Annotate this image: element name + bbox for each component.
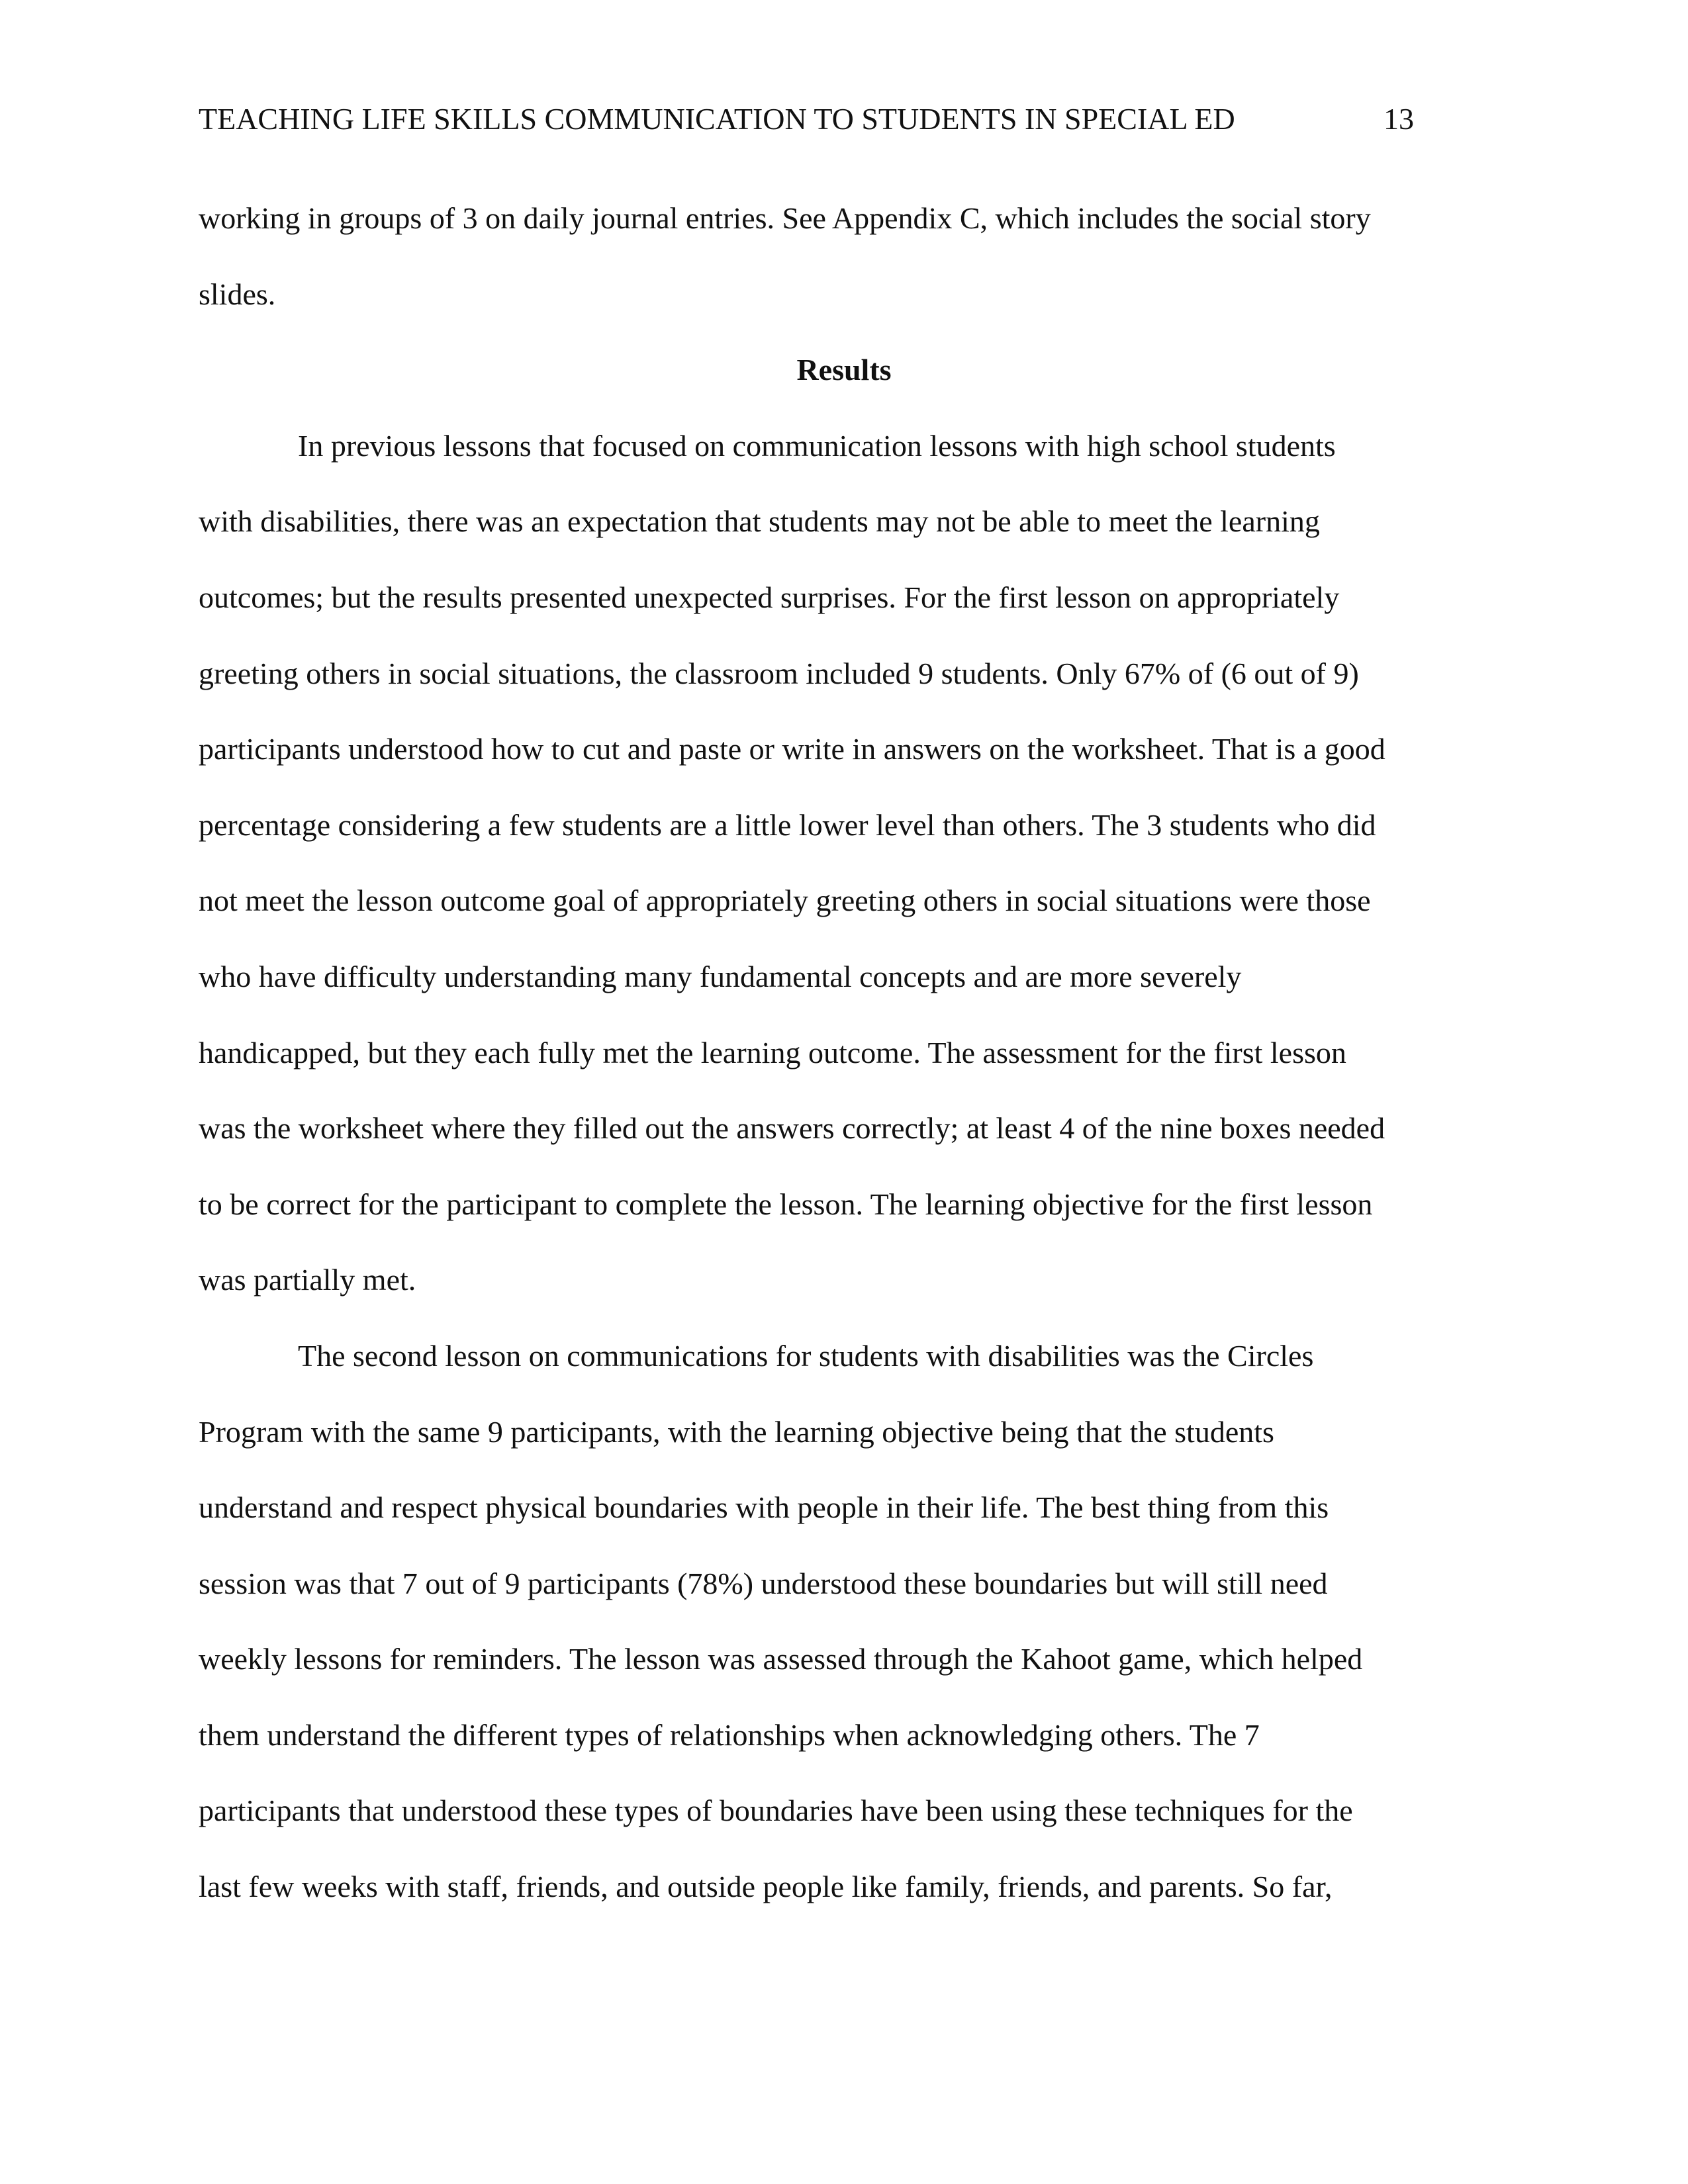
body-text: [199, 195, 1489, 1940]
paragraph-line: was partially met.: [199, 1263, 416, 1297]
running-head-title: TEACHING LIFE SKILLS COMMUNICATION TO STUDENTS IN SPECIAL ED: [199, 102, 1235, 136]
paragraph-line: participants that understood these types of boundaries have been using these techniques for the: [199, 1794, 1353, 1828]
paragraph-line: weekly lessons for reminders. The lesson was assessed through the Kahoot game, which helped: [199, 1642, 1363, 1676]
paragraph-line: outcomes; but the results presented unexpected surprises. For the first lesson on appropriately: [199, 580, 1340, 614]
paragraph-line: The second lesson on communications for students with disabilities was the Circles: [298, 1338, 1314, 1373]
paragraph-line: handicapped, but they each fully met the learning outcome. The assessment for the first lesson: [199, 1035, 1346, 1069]
paragraph-line: them understand the different types of relationships when acknowledging others. The 7: [199, 1717, 1260, 1752]
paragraph-line: who have difficulty understanding many fundamental concepts and are more severely: [199, 959, 1242, 993]
paragraph-line: slides.: [199, 277, 276, 311]
paragraph-line: last few weeks with staff, friends, and outside people like family, friends, and parents. So far,: [199, 1870, 1333, 1904]
paragraph-line: with disabilities, there was an expectation that students may not be able to meet the learning: [199, 504, 1320, 539]
paragraph-line: In previous lessons that focused on communication lessons with high school students: [298, 428, 1336, 463]
paragraph-line: Program with the same 9 participants, with the learning objective being that the students: [199, 1414, 1274, 1449]
paragraph-line: to be correct for the participant to complete the lesson. The learning objective for the first lesson: [199, 1187, 1373, 1221]
paragraph-line: not meet the lesson outcome goal of appropriately greeting others in social situations were those: [199, 884, 1371, 918]
paragraph-line: participants understood how to cut and paste or write in answers on the worksheet. That is a good: [199, 732, 1385, 766]
paragraph-line: understand and respect physical boundaries with people in their life. The best thing from this: [199, 1490, 1329, 1525]
paragraph-line: was the worksheet where they filled out the answers correctly; at least 4 of the nine boxes needed: [199, 1111, 1385, 1146]
section-heading-results: Results: [796, 353, 892, 387]
paragraph-line: percentage considering a few students are a little lower level than others. The 3 students who did: [199, 807, 1376, 842]
paragraph-line: working in groups of 3 on daily journal entries. See Appendix C, which includes the social story: [199, 201, 1371, 235]
page-number: 13: [1383, 102, 1414, 136]
paragraph-line: greeting others in social situations, the classroom included 9 students. Only 67% of (6 out of 9): [199, 656, 1359, 690]
paragraph-line: session was that 7 out of 9 participants (78%) understood these boundaries but will still need: [199, 1566, 1328, 1600]
